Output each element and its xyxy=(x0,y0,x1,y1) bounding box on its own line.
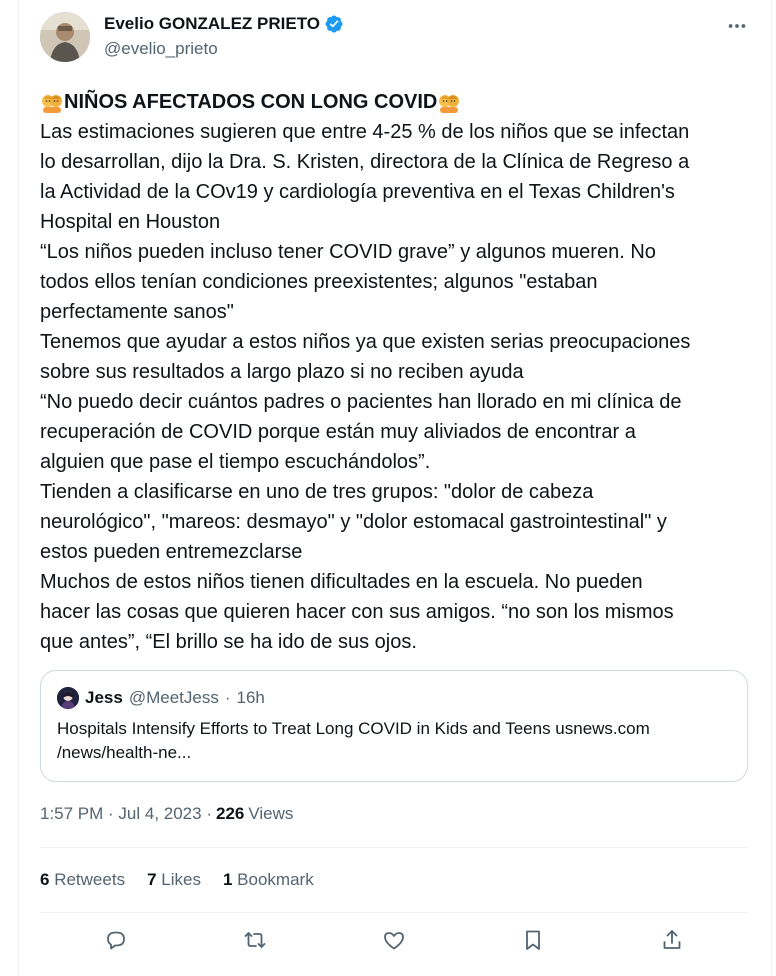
author-display-name[interactable]: Evelio GONZALEZ PRIETO xyxy=(104,14,320,33)
tweet-line: sobre sus resultados a largo plazo si no reciben ayuda xyxy=(40,361,524,383)
quoted-author-name[interactable]: Jess xyxy=(85,688,123,707)
views-label: Views xyxy=(248,804,294,823)
tweet-line: hacer las cosas que quieren hacer con sus amigos. “no son los mismos xyxy=(40,601,674,623)
tweet-line: todos ellos tenían condiciones preexistentes; algunos "estaban xyxy=(40,271,598,293)
tweet-line: perfectamente sanos" xyxy=(40,301,234,323)
quoted-tweet-header xyxy=(57,687,265,709)
retweets-label: Retweets xyxy=(54,870,126,889)
reply-button[interactable] xyxy=(98,922,134,958)
quoted-author-handle: @MeetJess xyxy=(128,688,219,707)
tweet-line: estos pueden entremezclarse xyxy=(40,541,303,563)
retweets-count: 6 xyxy=(40,870,50,889)
tweet-line: alguien que pase el tiempo escuchándolos”. xyxy=(40,451,431,473)
author-avatar[interactable] xyxy=(40,12,90,62)
divider xyxy=(40,912,748,913)
share-icon xyxy=(660,928,684,952)
children-emoji-icon xyxy=(437,90,461,114)
tweet-line: Muchos de estos niños tienen dificultades en la escuela. No pueden xyxy=(40,571,643,593)
tweet-text xyxy=(40,87,756,657)
tweet-line: recuperación de COVID porque están muy aliviados de encontrar a xyxy=(40,421,636,443)
bookmarks-label: Bookmark xyxy=(237,870,314,889)
heart-icon xyxy=(382,928,406,952)
tweet-meta xyxy=(40,804,293,824)
bookmarks-count: 1 xyxy=(222,870,233,889)
quoted-tweet-time: 16h xyxy=(236,688,265,707)
tweet-line: “Los niños pueden incluso tener COVID grave” y algunos mueren. No xyxy=(40,241,656,263)
quoted-tweet-text: Hospitals Intensify Efforts to Treat Long COVID in Kids and Teens usnews.com /news/health-ne... xyxy=(57,719,650,762)
author-name-row[interactable] xyxy=(104,14,344,34)
bookmarks-stat[interactable] xyxy=(223,870,314,890)
tweet-line: Hospital en Houston xyxy=(40,211,221,233)
tweet-line: neurológico", "mareos: desmayo" y "dolor estomacal gastrointestinal" y xyxy=(40,511,667,533)
likes-label: Likes xyxy=(161,870,201,889)
tweet-line: Las estimaciones sugieren que entre 4-25 % de los niños que se infectan xyxy=(40,121,690,143)
verified-badge-icon xyxy=(324,14,344,34)
like-button[interactable] xyxy=(376,922,412,958)
bookmark-button[interactable] xyxy=(515,922,551,958)
reply-icon xyxy=(104,928,128,952)
likes-count: 7 xyxy=(147,870,157,889)
bookmark-icon xyxy=(521,928,545,952)
tweet-title-line xyxy=(40,87,756,117)
tweet-stats xyxy=(40,870,314,890)
children-emoji-icon xyxy=(40,90,64,114)
tweet-line: Tenemos que ayudar a estos niños ya que existen serias preocupaciones xyxy=(40,331,691,353)
views-count: 226 xyxy=(215,804,245,823)
tweet-timestamp[interactable]: 1:57 PM · Jul 4, 2023 · xyxy=(40,804,212,823)
tweet-title: NIÑOS AFECTADOS CON LONG COVID xyxy=(64,91,438,113)
divider xyxy=(40,847,748,848)
tweet-actions xyxy=(40,922,748,958)
share-button[interactable] xyxy=(654,922,690,958)
tweet-line: Tienden a clasificarse en uno de tres grupos: "dolor de cabeza xyxy=(40,481,594,503)
quoted-author-avatar[interactable] xyxy=(57,687,79,709)
retweet-button[interactable] xyxy=(237,922,273,958)
likes-stat[interactable] xyxy=(147,870,201,890)
separator-dot: · xyxy=(224,688,231,707)
retweets-stat[interactable] xyxy=(40,870,125,890)
tweet-line: que antes”, “El brillo se ha ido de sus ojos. xyxy=(40,631,417,653)
more-options-button[interactable] xyxy=(724,14,750,38)
tweet-line: “No puedo decir cuántos padres o pacientes han llorado en mi clínica de xyxy=(40,391,682,413)
tweet-line: lo desarrollan, dijo la Dra. S. Kristen, directora de la Clínica de Regreso a xyxy=(40,151,690,173)
retweet-icon xyxy=(243,928,267,952)
author-handle[interactable]: @evelio_prieto xyxy=(104,39,218,58)
tweet-line: la Actividad de la COv19 y cardiología preventiva en el Texas Children's xyxy=(40,181,675,203)
quoted-tweet-card[interactable] xyxy=(40,670,748,782)
more-horizontal-icon xyxy=(726,15,748,37)
